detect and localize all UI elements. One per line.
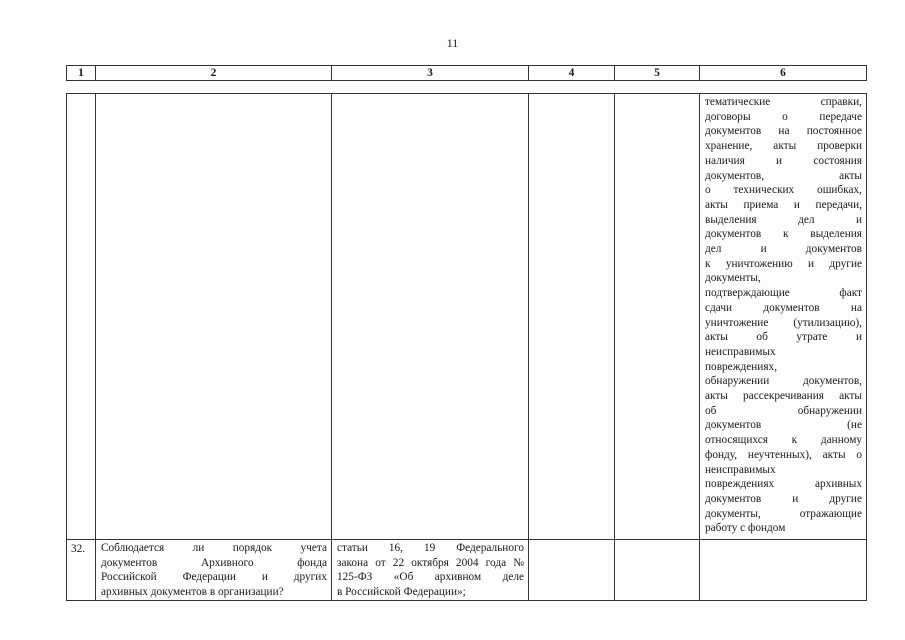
text-line: о технических ошибках, <box>705 184 862 197</box>
text-line: статьи 16, 19 Федерального <box>337 542 524 554</box>
row-number-cell <box>67 94 96 540</box>
text-line: уничтожение (утилизацию), <box>705 316 862 329</box>
text-line: относящихся к данному <box>705 434 862 447</box>
header-col-6: 6 <box>700 66 867 81</box>
text-line: фонду, неучтенных), акты о <box>705 448 862 461</box>
text-line: закона от 22 октября 2004 года № <box>337 556 524 569</box>
documents-cell <box>700 94 867 540</box>
text-line: работу с фондом <box>705 522 786 535</box>
col5-cell <box>615 94 700 540</box>
text-line: акты приема и передачи, <box>705 198 862 211</box>
checklist-table <box>66 93 867 601</box>
question-cell <box>96 94 332 540</box>
col4-cell <box>529 540 615 601</box>
table-header <box>66 65 867 81</box>
header-row <box>67 66 867 81</box>
table-row <box>67 94 867 540</box>
header-col-4: 4 <box>529 66 615 81</box>
text-line: 125-ФЗ «Об архивном деле <box>337 571 524 584</box>
basis-cell <box>332 540 529 601</box>
basis-cell <box>332 94 529 540</box>
page-number: 11 <box>446 36 459 50</box>
row-number-cell <box>67 540 96 601</box>
text-line: документов и другие <box>705 492 862 505</box>
text-line: неисправимых <box>705 345 776 358</box>
text-line: документы, отражающие <box>705 507 862 520</box>
table-row <box>67 540 867 601</box>
question-cell <box>96 540 332 601</box>
header-col-2: 2 <box>96 66 332 81</box>
text-line: неисправимых <box>705 463 776 476</box>
text-line: в Российской Федерации»; <box>337 586 466 599</box>
text-line: дел и документов <box>705 243 862 256</box>
text-line: акты об утрате и <box>705 331 862 344</box>
documents-cell <box>700 540 867 601</box>
basis-text <box>332 540 528 600</box>
text-line: обнаружении документов, <box>705 375 862 388</box>
text-line: к уничтожению и другие <box>705 257 862 270</box>
text-line: документы, <box>705 272 761 285</box>
header-col-1: 1 <box>67 66 96 81</box>
documents-text <box>700 94 866 536</box>
text-line: наличия и состояния <box>705 154 862 167</box>
text-line: архивных документов в организации? <box>101 586 284 599</box>
text-line: акты рассекречивания акты <box>705 390 862 403</box>
text-line: подтверждающие факт <box>705 287 862 300</box>
text-line: документов к выделения <box>705 228 862 241</box>
text-line: хранение, акты проверки <box>705 140 862 153</box>
header-col-3: 3 <box>332 66 529 81</box>
text-line: документов на постоянное <box>705 125 862 138</box>
text-line: Российской Федерации и других <box>101 571 327 584</box>
text-line: сдачи документов на <box>705 301 862 314</box>
text-line: повреждениях, <box>705 360 778 373</box>
header-col-5: 5 <box>615 66 700 81</box>
text-line: Соблюдается ли порядок учета <box>101 542 327 554</box>
text-line: документов (не <box>705 419 862 432</box>
text-line: повреждениях архивных <box>705 478 862 491</box>
text-line: документов Архивного фонда <box>101 556 327 569</box>
col4-cell <box>529 94 615 540</box>
col5-cell <box>615 540 700 601</box>
text-line: выделения дел и <box>705 213 862 226</box>
text-line: договоры о передаче <box>705 110 862 123</box>
question-text <box>96 540 331 600</box>
text-line: тематические справки, <box>705 96 862 108</box>
text-line: документов, акты <box>705 169 862 182</box>
text-line: об обнаружении <box>705 404 862 417</box>
row-number: 32. <box>71 543 86 555</box>
